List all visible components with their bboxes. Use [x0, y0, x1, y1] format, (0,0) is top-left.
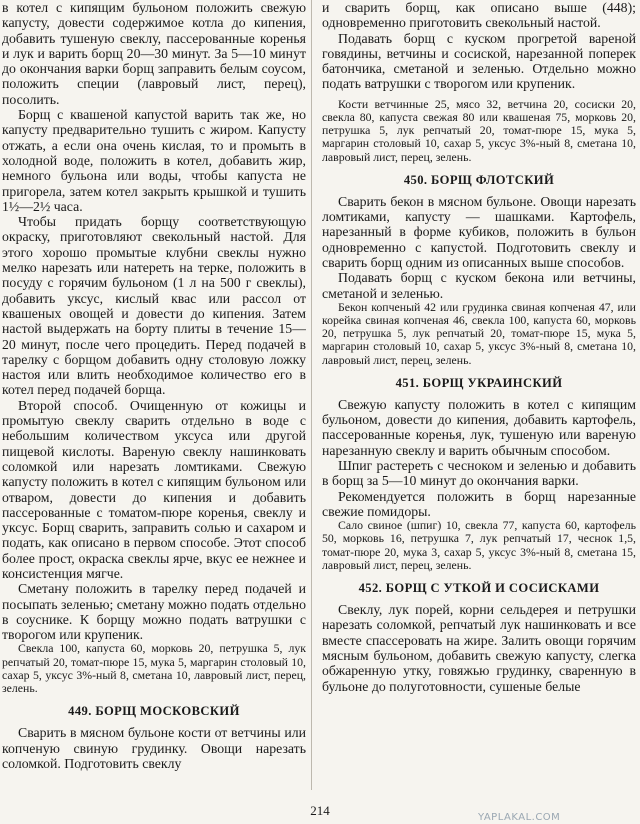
recipe-heading-452: 452. БОРЩ С УТКОЙ И СОСИСКАМИ — [358, 581, 600, 596]
watermark: YAPLAKAL.COM — [478, 812, 561, 823]
right-paragraph-6: Шпиг растереть с чесноком и зеленью и добавить в борщ за 5—10 минут до окончания варки. — [322, 458, 636, 489]
left-column — [2, 0, 306, 800]
ingredients-448: Свекла 100, капуста 60, морковь 20, петрушка 5, лук репчатый 20, томат-пюре 15, мука 5, маргарин столовый 10, сахар 5, уксус 3%-ный 8, сметана 10, лавровый лист, перец, зелень. — [2, 641, 306, 696]
left-paragraph-6: Сварить в мясном бульоне кости от ветчины или копченую свиную грудинку. Овощи нарезать соломкой. Подготовить свеклу — [2, 725, 306, 771]
column-divider — [311, 0, 312, 790]
right-paragraph-1: и сварить борщ, как описано выше (448); одновременно приготовить свекольный настой. — [322, 0, 636, 31]
right-paragraph-5: Свежую капусту положить в котел с кипящим бульоном, довести до кипения, добавить картофель, пассерованные коренья, лук, тушеную или вареную нарезанную свеклу и варить обычным способом. — [322, 396, 636, 458]
left-paragraph-2: Борщ с квашеной капустой варить так же, но капусту предварительно тушить с жиром. Капусту отжать, а если она очень кислая, то и промыть в холодной воде, положить в котел, добавить жир, немного бульона или воды, чтобы капуста не пригорела, затем котел закрыть крышкой и тушить 1½—2½ часа. — [2, 107, 306, 214]
right-paragraph-4: Подавать борщ с куском бекона или ветчины, сметаной и зеленью. — [322, 270, 636, 301]
recipe-heading-451: 451. БОРЩ УКРАИНСКИЙ — [395, 375, 563, 390]
page-number: 214 — [310, 803, 330, 818]
right-paragraph-7: Рекомендуется положить в борщ нарезанные свежие помидоры. — [322, 488, 636, 519]
left-paragraph-5: Сметану положить в тарелку перед подачей и посыпать зеленью; сметану можно подать отдельно в соуснике. К борщу можно подать ватрушки с творогом или крупеник. — [2, 581, 306, 643]
right-paragraph-2: Подавать борщ с куском прогретой вареной говядины, ветчины и сосиской, нарезанной поперек батончика, сметаной и зеленью. Отдельно можно подать ватрушки с творогом или крупеник. — [322, 30, 636, 92]
recipe-heading-450: 450. БОРЩ ФЛОТСКИЙ — [403, 172, 555, 187]
right-column — [322, 0, 636, 800]
ingredients-451: Сало свиное (шпиг) 10, свекла 77, капуста 60, картофель 50, морковь 16, петрушка 7, лук репчатый 17, чеснок 1,5, томат-пюре 20, мука 3, сахар 5, уксус 3%-ный 8, сметана 15, лавровый лист, перец, зелень. — [322, 518, 636, 572]
right-paragraph-3: Сварить бекон в мясном бульоне. Овощи нарезать ломтиками, капусту — шашками. Картофель, нарезанный в форме кубиков, положить в бульон одновременно с капустой. Подготовить свеклу и сварить борщ одним из описанных выше способов. — [322, 193, 636, 270]
left-paragraph-3: Чтобы придать борщу соответствующую окраску, приготовляют свекольный настой. Для этого хорошо промытые клубни свеклы нужно мелко нарезать или натереть на терке, положить в посуду с горячим бульоном (1 л на 500 г свеклы), добавить уксус, кислый квас или рассол от квашеных овощей и довести до кипения. Затем настой выдержать на борту плиты в течение 15—20 минут, после чего процедить. Перед подачей в тарелку с борщом добавить одну столовую ложку настоя или влить необходимое количество его в котел перед подачей борща. — [2, 214, 306, 398]
recipe-heading-449: 449. БОРЩ МОСКОВСКИЙ — [68, 704, 240, 719]
ingredients-450: Бекон копченый 42 или грудинка свиная копченая 47, или корейка свиная копченая 46, свекла 100, капуста 60, морковь 20, петрушка 5, лук репчатый 20, томат-пюре 15, мука 5, маргарин столовый 10, сахар 5, уксус 3%-ный 8, сметана 10, лавровый лист, перец, зелень. — [322, 299, 636, 367]
ingredients-449: Кости ветчинные 25, мясо 32, ветчина 20, сосиски 20, свекла 80, капуста свежая 80 или квашеная 75, морковь 20, петрушка 5, лук репчатый 20, томат-пюре 15, мука 5, маргарин столовый 10, сахар 5, уксус 3%-ный 8, сметана 10, лавровый лист, перец, зелень. — [322, 96, 636, 164]
left-paragraph-1: в котел с кипящим бульоном положить свежую капусту, довести содержимое котла до кипения, добавить тушеную свеклу, пассерованные коренья и лук и варить борщ 20—30 минут. За 5—10 минут до окончания варки борщ заправить белым соусом, положить специи (лавровый лист, перец), посолить. — [2, 0, 306, 107]
right-paragraph-8: Свеклу, лук порей, корни сельдерея и петрушки нарезать соломкой, репчатый лук нашинковать и все вместе спассеровать на жире. Залить овощи горячим мясным бульоном, добавить свежую капусту, слегка обжаренную утку, говяжью грудинку, сваренную в бульоне до полуготовности, сушеные белые — [322, 602, 636, 694]
left-paragraph-4: Второй способ. Очищенную от кожицы и промытую свеклу сварить отдельно в воде с небольшим количеством уксуса или другой пищевой кислоты. Вареную свеклу нашинковать соломкой или нарезать ломтиками. Свежую капусту положить в котел с кипящим бульоном или отваром, довести до кипения и добавить пассерованные с томатом-пюре коренья, свеклу и уксус. Борщ сварить, заправить солью и сахаром и подать, как описано в первом способе. Этот способ более прост, окраска свеклы ярче, вкус ее нежнее и консистенция мягче. — [2, 397, 306, 581]
